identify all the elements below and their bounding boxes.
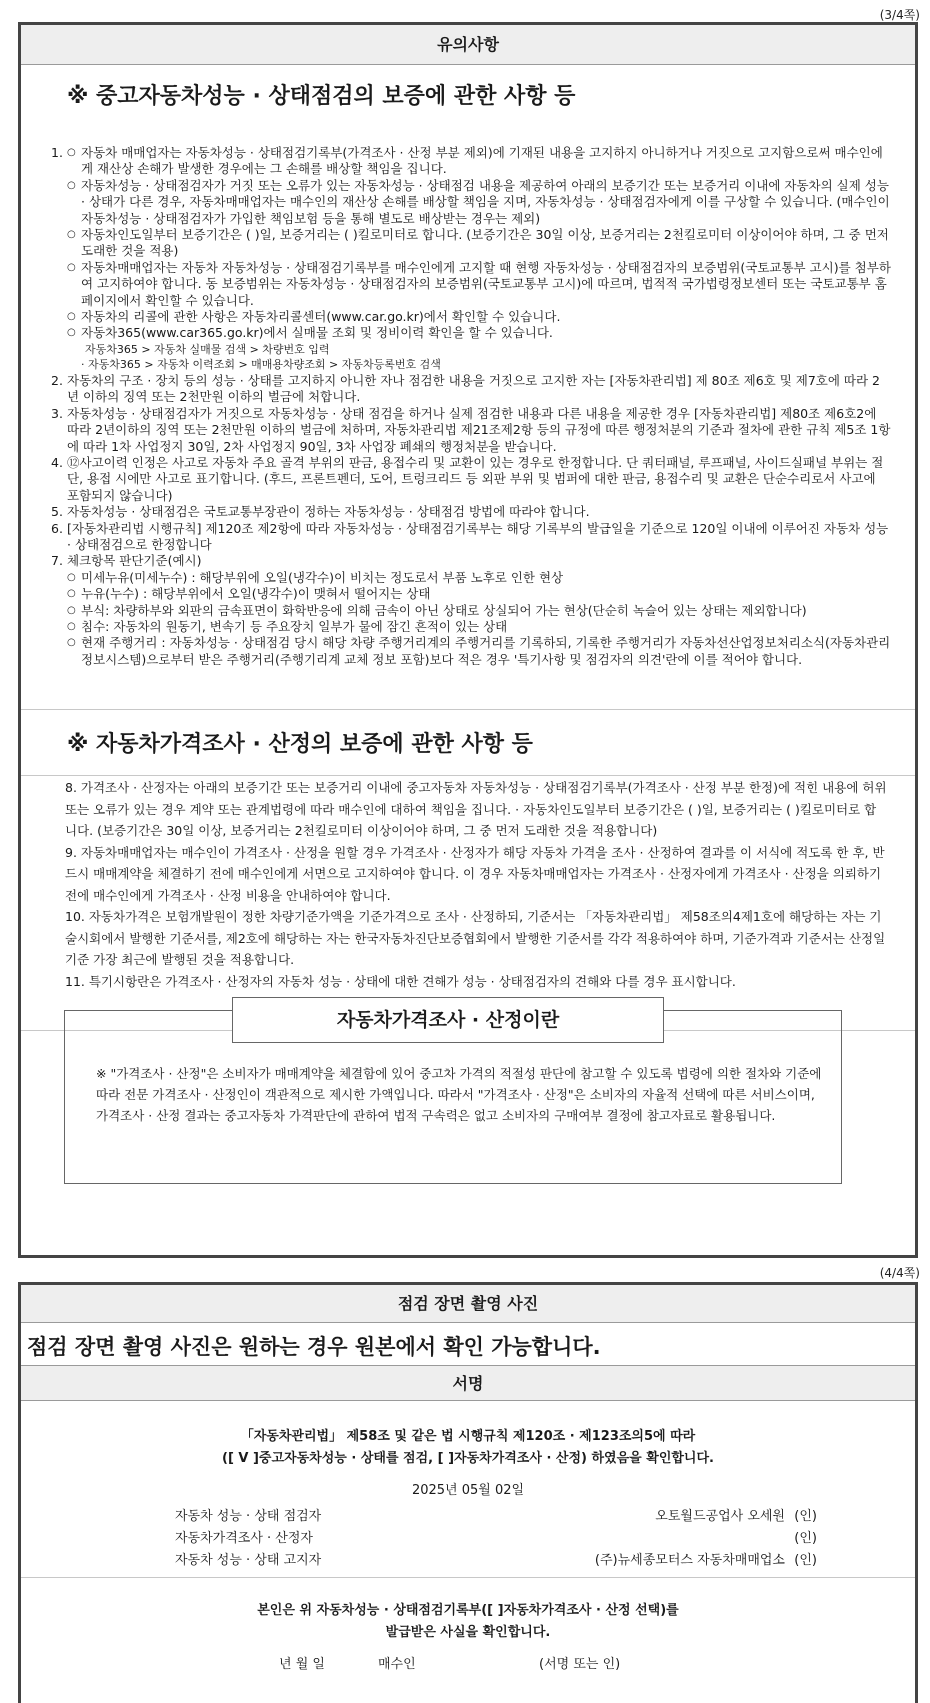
notice-header: 유의사항 <box>21 25 915 65</box>
signature-header: 서명 <box>21 1365 915 1401</box>
circle-bullet-icon: ○ <box>67 620 76 632</box>
divider <box>21 1577 915 1578</box>
notifier-seal: (인) <box>794 1553 817 1568</box>
notifier-name: (주)뉴세종모터스 자동차매매업소 <box>594 1553 785 1568</box>
page-number: (3/4쪽) <box>879 8 920 22</box>
appraiser-role: 자동차가격조사 · 산정자 <box>175 1531 313 1546</box>
page-number: (4/4쪽) <box>879 1266 920 1280</box>
list-sub-item: ○ 자동차의 리콜에 관한 사항은 자동차리콜센터(www.car.go.kr)에서 확인할 수 있습니다. <box>67 309 561 325</box>
list-item: 5. 자동차성능 · 상태점검은 국토교통부장관이 정하는 자동차성능 · 상태점검 방법에 따라야 합니다. <box>51 504 590 520</box>
list-item: 10. 자동차가격은 보험개발원이 정한 차량기준가액을 기준가격으로 조사 · 산정하되, 기준서는 「자동차관리법」 제58조의4제1호에 해당하는 자는 기술시회에서 발행한 기준서를, 제2호에 해당하는 자는 한국자동차진단보증협회에서 발행한 기준서를 각각 적용하여야 하며, 기준가격과 기준서는 산정일 기준 가장 최근에 발행된 것을 적용합니다. <box>65 909 886 967</box>
circle-bullet-icon: ○ <box>67 229 76 241</box>
signature-section <box>18 1282 918 1703</box>
receipt-line-1: 본인은 위 자동차성능 · 상태점검기록부([ ]자동차가격조사 · 산정 선택)를 <box>257 1603 679 1618</box>
inspector-role: 자동차 성능 · 상태 점검자 <box>175 1509 322 1524</box>
list-sub-item: ○ 미세누유(미세누수) : 해당부위에 오일(냉각수)이 비치는 정도로서 부품 노후로 인한 현상 <box>67 569 564 585</box>
issue-date: 2025년 05월 02일 <box>411 1483 525 1498</box>
buyer-label: 매수인 <box>378 1657 416 1672</box>
circle-bullet-icon: ○ <box>67 147 76 158</box>
list-sub-item: ○ 누유(누수) : 해당부위에서 오일(냉각수)이 맺혀서 떨어지는 상태 <box>67 586 431 602</box>
circle-bullet-icon: ○ <box>67 311 76 323</box>
receipt-line-2: 발급받은 사실을 확인합니다. <box>385 1625 551 1640</box>
definition-title: 자동차가격조사 · 산정이란 <box>232 997 664 1043</box>
list-sub-item: ○ 자동차365(www.car365.go.kr)에서 실매물 조회 및 정비이력 확인을 할 수 있습니다. <box>67 325 553 341</box>
warranty-section-title: ※ 중고자동차성능 · 상태점검의 보증에 관한 사항 등 <box>67 84 576 109</box>
list-sub-item: ○ 자동차인도일부터 보증기간은 ( )일, 보증거리는 ( )킬로미터로 합니다. (보증기간은 30일 이상, 보증거리는 2천킬로미터 이상이어야 하며, 그 중 먼저 도래한 것을 적용) <box>67 227 889 259</box>
definition-text: ※ "가격조사 · 산정"은 소비자가 매매계약을 체결함에 있어 중고차 가격의 적절성 판단에 참고할 수 있도록 법령에 의한 절차와 기준에 따라 전문 가격조사 · 산정인이 객관적으로 제시한 가액입니다. 따라서 "가격조사 · 산정"은 소비자의 자율적 선택에 따른 서비스이며, 가격조사 · 산정 결과는 중고자동차 가격판단에 관하여 법적 구속력은 없고 소비자의 구매여부 결정에 참고자료로 활용됩니다. <box>96 1066 822 1123</box>
path-line: · 자동차365 > 자동차 이력조회 > 매매용차량조회 > 자동차등록번호 검색 <box>81 358 441 372</box>
list-item: 9. 자동차매매업자는 매수인이 가격조사 · 산정을 원할 경우 가격조사 · 산정자가 해당 자동차 가격을 조사 · 산정하여 결과를 이 서식에 적도록 한 후, 반드시 매매계약을 체결하기 전에 매수인에게 서면으로 고지하여야 합니다. 이 경우 자동차매매업자는 가격조사 · 산정자에게 가격조사 · 산정을 의뢰하기 전에 매수인에게 가격조사 · 산정 비용을 안내하여야 합니다. <box>65 844 885 903</box>
list-sub-item: ○ 자동차성능 · 상태점검자가 거짓 또는 오류가 있는 자동차성능 · 상태점검 내용을 제공하여 아래의 보증기간 또는 보증거리 이내에 자동차의 실제 성능 · 상태가 다른 경우, 자동차매매업자는 매수인의 재산상 손해를 배상할 책임을 지며, 자동차성능 · 상태점검자에게 이를 구상할 수 있습니다. (매수인이 자동차성능 · 상태점검자가 가입한 책임보험 등을 통해 별도로 배상받는 경우는 제외) <box>67 177 890 226</box>
list-item: 7. 체크항목 판단기준(예시) ○ 미세누유(미세누수) : 해당부위에 오일(냉각수)이 비치는 정도로서 부품 노후로 인한 현상 ○ 누유(누수) : 해당부위에서 오일(냉각수)이 맺혀서 떨어지는 상태 ○ 부식: 차량하부와 외판의 금속표면이 화학반응에 의해 금속이 아닌 상태로 상실되어 가는 현상(단순히 녹슬어 있는 상태는 제외합니다) ○ 침수: 자동차의 원동기, 변속기 등 주요장치 일부가 물에 잠긴 흔적이 있는 상태 ○ 현재 주행거리 : 자동차성능 · 상태점검 당시 해당 차량 주행거리계의 주행거리를 기록하되, 기록한 주행거리가 자동차선산업정보처리소식(자동차관리정보시스템)으로부터 받은 주행거리(주행기리계 교체 정보 포함)보다 적은 경우 '특기사항 및 점검자의 의견'란에 이를 적어야 합니다. <box>51 553 891 667</box>
appraiser-seal: (인) <box>794 1531 817 1546</box>
list-item: 3. 자동차성능 · 상태점검자가 거짓으로 자동차성능 · 상태 점검을 하거나 실제 점검한 내용과 다른 내용을 제공한 경우 [자동차관리법] 제80조 제6호2에 따라 2년이하의 징역 또는 2천만원 이하의 벌금에 처하며, 자동차관리법 제21조제2항 등의 규정에 따른 행정처분의 기준과 절차에 관한 규칙 제5조 1항에 따라 1차 사업정지 30일, 2차 사업정지 90일, 3차 사업장 폐쇄의 행정처분을 받습니다. <box>51 405 891 454</box>
path-line: 자동차365 > 자동차 실매물 검색 > 차량번호 입력 <box>85 342 330 356</box>
list-item: 11. 특기시항란은 가격조사 · 산정자의 자동차 성능 · 상태에 대한 견해가 성능 · 상태점검자의 견해와 다를 경우 표시합니다. <box>65 973 736 989</box>
circle-bullet-icon: ○ <box>67 571 76 583</box>
price-section-title: ※ 자동차가격조사 · 산정의 보증에 관한 사항 등 <box>67 732 533 757</box>
circle-bullet-icon: ○ <box>67 179 76 191</box>
list-sub-item: ○ 자동차매매업자는 자동차 자동차성능 · 상태점검기록부를 매수인에게 고지할 때 현행 자동차성능 · 상태점검자의 보증범위(국토교통부 고시)를 첨부하여 고지하여야 합니다. 동 보증범위는 자동차성능 · 상태점검자의 보증범위(국토교통부 고시)에 따르며, 법적적 국가법령정보센터 또는 국토교통부 홈페이지에서 확인할 수 있습니다. <box>67 259 891 308</box>
list-item: 2. 자동차의 구조 · 장치 등의 성능 · 상태를 고지하지 아니한 자나 점검한 내용을 거짓으로 고지한 자는 [자동차관리법] 제 80조 제6호 및 제7호에 따라 2년 이하의 징역 또는 2천만원 이하의 벌금에 처합니다. <box>51 372 880 405</box>
circle-bullet-icon: ○ <box>67 327 76 339</box>
inspector-name: 오토월드공업사 오세원 <box>655 1509 785 1524</box>
buyer-date: 년 월 일 <box>279 1657 325 1672</box>
warranty-list <box>51 145 891 668</box>
photo-note: 점검 장면 촬영 사진은 원하는 경우 원본에서 확인 가능합니다. <box>27 1335 601 1359</box>
circle-bullet-icon: ○ <box>67 637 76 649</box>
law-line: 「자동차관리법」 제58조 및 같은 법 시행규칙 제120조 · 제123조의5에 따라 <box>240 1429 696 1444</box>
divider <box>21 775 915 776</box>
inspector-seal: (인) <box>794 1509 817 1524</box>
list-item: 1. ○ 자동차 매매업자는 자동차성능 · 상태점검기록부(가격조사 · 산정 부분 제외)에 기재된 내용을 고지하지 아니하거나 거짓으로 고지함으로써 매수인에게 재산상 손해가 발생한 경우에는 그 손해를 배상할 책임을 집니다. ○ 자동차성능 · 상태점검자가 거짓 또는 오류가 있는 자동차성능 · 상태점검 내용을 제공하여 아래의 보증기간 또는 보증거리 이내에 자동차의 실제 성능 · 상태가 다른 경우, 자동차매매업자는 매수인의 재산상 손해를 배상할 책임을 지며, 자동차성능 · 상태점검자에게 이를 구상할 수 있습니다. (매수인이 자동차성능 · 상태점검자가 가입한 책임보험 등을 통해 별도로 배상받는 경우는 제외) ○ 자동차인도일부터 보증기간은 ( )일, 보증거리는 ( )킬로미터로 합니다. (보증기간은 30일 이상, 보증거리는 2천킬로미터 이상이어야 하며, 그 중 먼저 도래한 것을 적용) ○ 자동차매매업자는 자동차 자동차성능 · 상태점검기록부를 매수인에게 고지할 때 현행 자동차성능 · 상태점검자의 보증범위(국토교통부 고시)를 첨부하여 고지하여야 합니다. 동 보증범위는 자동차성능 · 상태점검자의 보증범위(국토교통부 고시)에 따르며, 법적적 국가법령정보센터 또는 국토교통부 홈페이지에서 확인할 수 있습니다. ○ 자동차의 리콜에 관한 사항은 자동차리콜센터(www.car.go.kr)에서 확인할 수 있습니다. ○ 자동차365(www.car365.go.kr)에서 실매물 조회 및 정비이력 확인을 할 수 있습니다. 자동차365 > 자동차 실매물 검색 > 차량번호 입력 · 자동차365 > 자동차 이력조회 > 매매용차량조회 > 자동차등록번호 검색 <box>51 145 891 372</box>
list-item: 8. 가격조사 · 산정자는 아래의 보증기간 또는 보증거리 이내에 중고자동차 자동차성능 · 상태점검기록부(가격조사 · 산정 부분 한정)에 적힌 내용에 허위 또는 오류가 있는 경우 계약 또는 관계법령에 따라 매수인에 대하여 책임을 집니다. · 자동차인도일부터 보증기간은 ( )일, 보증거리는 ( )킬로미터로 합니다. (보증기간은 30일 이상, 보증거리는 2천킬로미터 이상이어야 하며, 그 중 먼저 도래한 것을 적용합니다) <box>65 780 887 838</box>
buyer-sign-field[interactable]: (서명 또는 인) <box>539 1657 621 1672</box>
photo-header: 점검 장면 촬영 사진 <box>21 1285 915 1323</box>
list-sub-item: ○ 침수: 자동차의 원동기, 변속기 등 주요장치 일부가 물에 잠긴 흔적이 있는 상태 <box>67 618 508 634</box>
circle-bullet-icon: ○ <box>67 588 76 600</box>
confirm-line: ([ V ]중고자동차성능 · 상태를 점검, [ ]자동차가격조사 · 산정) 하였음을 확인합니다. <box>222 1451 714 1466</box>
list-sub-item: ○ 부식: 차량하부와 외판의 금속표면이 화학반응에 의해 금속이 아닌 상태로 상실되어 가는 현상(단순히 녹슬어 있는 상태는 제외합니다) <box>67 602 807 618</box>
circle-bullet-icon: ○ <box>67 604 76 616</box>
list-sub-item: ○ 현재 주행거리 : 자동차성능 · 상태점검 당시 해당 차량 주행거리계의 주행거리를 기록하되, 기록한 주행거리가 자동차선산업정보처리소식(자동차관리정보시스템)으로부터 받은 주행거리(주행기리계 교체 정보 포함)보다 적은 경우 '특기사항 및 점검자의 의견'란에 이를 적어야 합니다. <box>67 635 891 667</box>
divider <box>21 709 915 710</box>
circle-bullet-icon: ○ <box>67 261 76 273</box>
price-list <box>65 777 887 992</box>
list-item: 4. ⑫사고이력 인정은 사고로 자동차 주요 골격 부위의 판금, 용접수리 및 교환이 있는 경우로 한정합니다. 단 쿼터패널, 루프패널, 사이드실패널 부위는 절단, 용접 시에만 사고로 표기합니다. (후드, 프론트펜더, 도어, 트렁크리드 등 외판 부위 및 범퍼에 대한 판금, 용접수리 및 교환은 단순수리로서 사고에 포함되지 않습니다) <box>51 454 884 503</box>
list-sub-item: ○ 자동차 매매업자는 자동차성능 · 상태점검기록부(가격조사 · 산정 부분 제외)에 기재된 내용을 고지하지 아니하거나 거짓으로 고지함으로써 매수인에게 재산상 손해가 발생한 경우에는 그 손해를 배상할 책임을 집니다. <box>67 145 883 177</box>
list-item: 6. [자동차관리법 시행규칙] 제120조 제2항에 따라 자동차성능 · 상태점검기록부는 해당 기록부의 발급일을 기준으로 120일 이내에 이루어진 자동차 성능 · 상태점검으로 한정합니다 <box>51 520 889 552</box>
notifier-role: 자동차 성능 · 상태 고지자 <box>175 1553 322 1568</box>
